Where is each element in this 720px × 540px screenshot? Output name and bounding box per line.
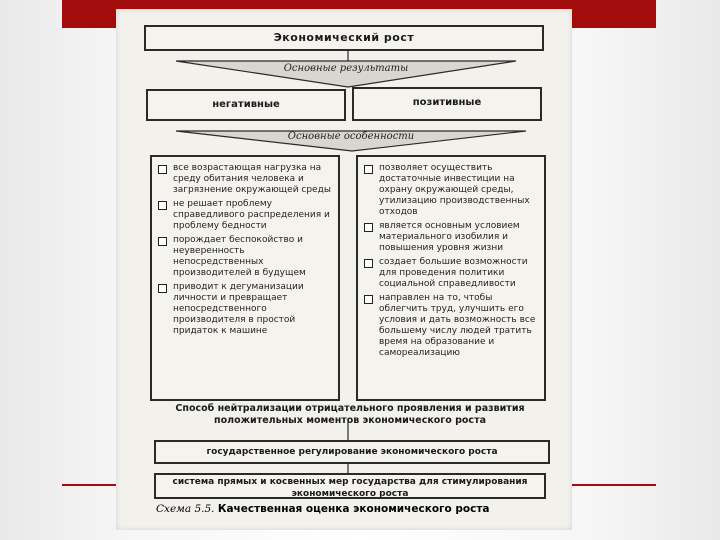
diagram-title: Экономический рост <box>144 25 544 51</box>
checkbox-bullet-icon <box>158 201 167 210</box>
checkbox-bullet-icon <box>158 284 167 293</box>
caption-prefix: Схема 5.5. <box>156 503 215 515</box>
features-label: Основные особенности <box>287 131 415 142</box>
state-regulation-box: государственное регулирование экономического роста <box>154 440 550 464</box>
checkbox-bullet-icon <box>364 295 373 304</box>
figure-caption <box>156 503 556 515</box>
neutralization-method-text: Способ нейтрализации отрицательного проявления и развития положительных моментов экономического роста <box>175 403 525 426</box>
list-item: порождает беспокойство и неуверенность непосредственных производителей в будущем <box>158 235 332 279</box>
checkbox-bullet-icon <box>158 237 167 246</box>
positive-features-column <box>356 155 546 401</box>
checkbox-bullet-icon <box>158 165 167 174</box>
state-measures-box: система прямых и косвенных мер государства для стимулирования экономического роста <box>154 473 546 499</box>
negative-results-box: негативные <box>146 89 346 121</box>
checkbox-bullet-icon <box>364 223 373 232</box>
list-item: приводит к дегуманизации личности и превращает непосредственного производителя в простой придаток к машине <box>158 282 332 337</box>
list-item: направлен на то, чтобы облегчить труд, улучшить его условия и дать возможность все большему числу людей тратить время на образование и самореализацию <box>364 293 538 359</box>
negative-features-column <box>150 155 340 401</box>
list-item: все возрастающая нагрузка на среду обитания человека и загрязнение окружающей среды <box>158 163 332 196</box>
list-item: создает большие возможности для проведения политики социальной справедливости <box>364 257 538 290</box>
results-label: Основные результаты <box>283 63 409 74</box>
list-item: позволяет осуществить достаточные инвестиции на охрану окружающей среды, утилизацию производственных отходов <box>364 163 538 218</box>
caption-title: Качественная оценка экономического роста <box>217 503 490 515</box>
list-item: не решает проблему справедливого распределения и проблему бедности <box>158 199 332 232</box>
checkbox-bullet-icon <box>364 259 373 268</box>
list-item: является основным условием материального изобилия и повышения уровня жизни <box>364 221 538 254</box>
scanned-diagram <box>116 9 572 530</box>
checkbox-bullet-icon <box>364 165 373 174</box>
positive-results-box: позитивные <box>352 87 542 121</box>
